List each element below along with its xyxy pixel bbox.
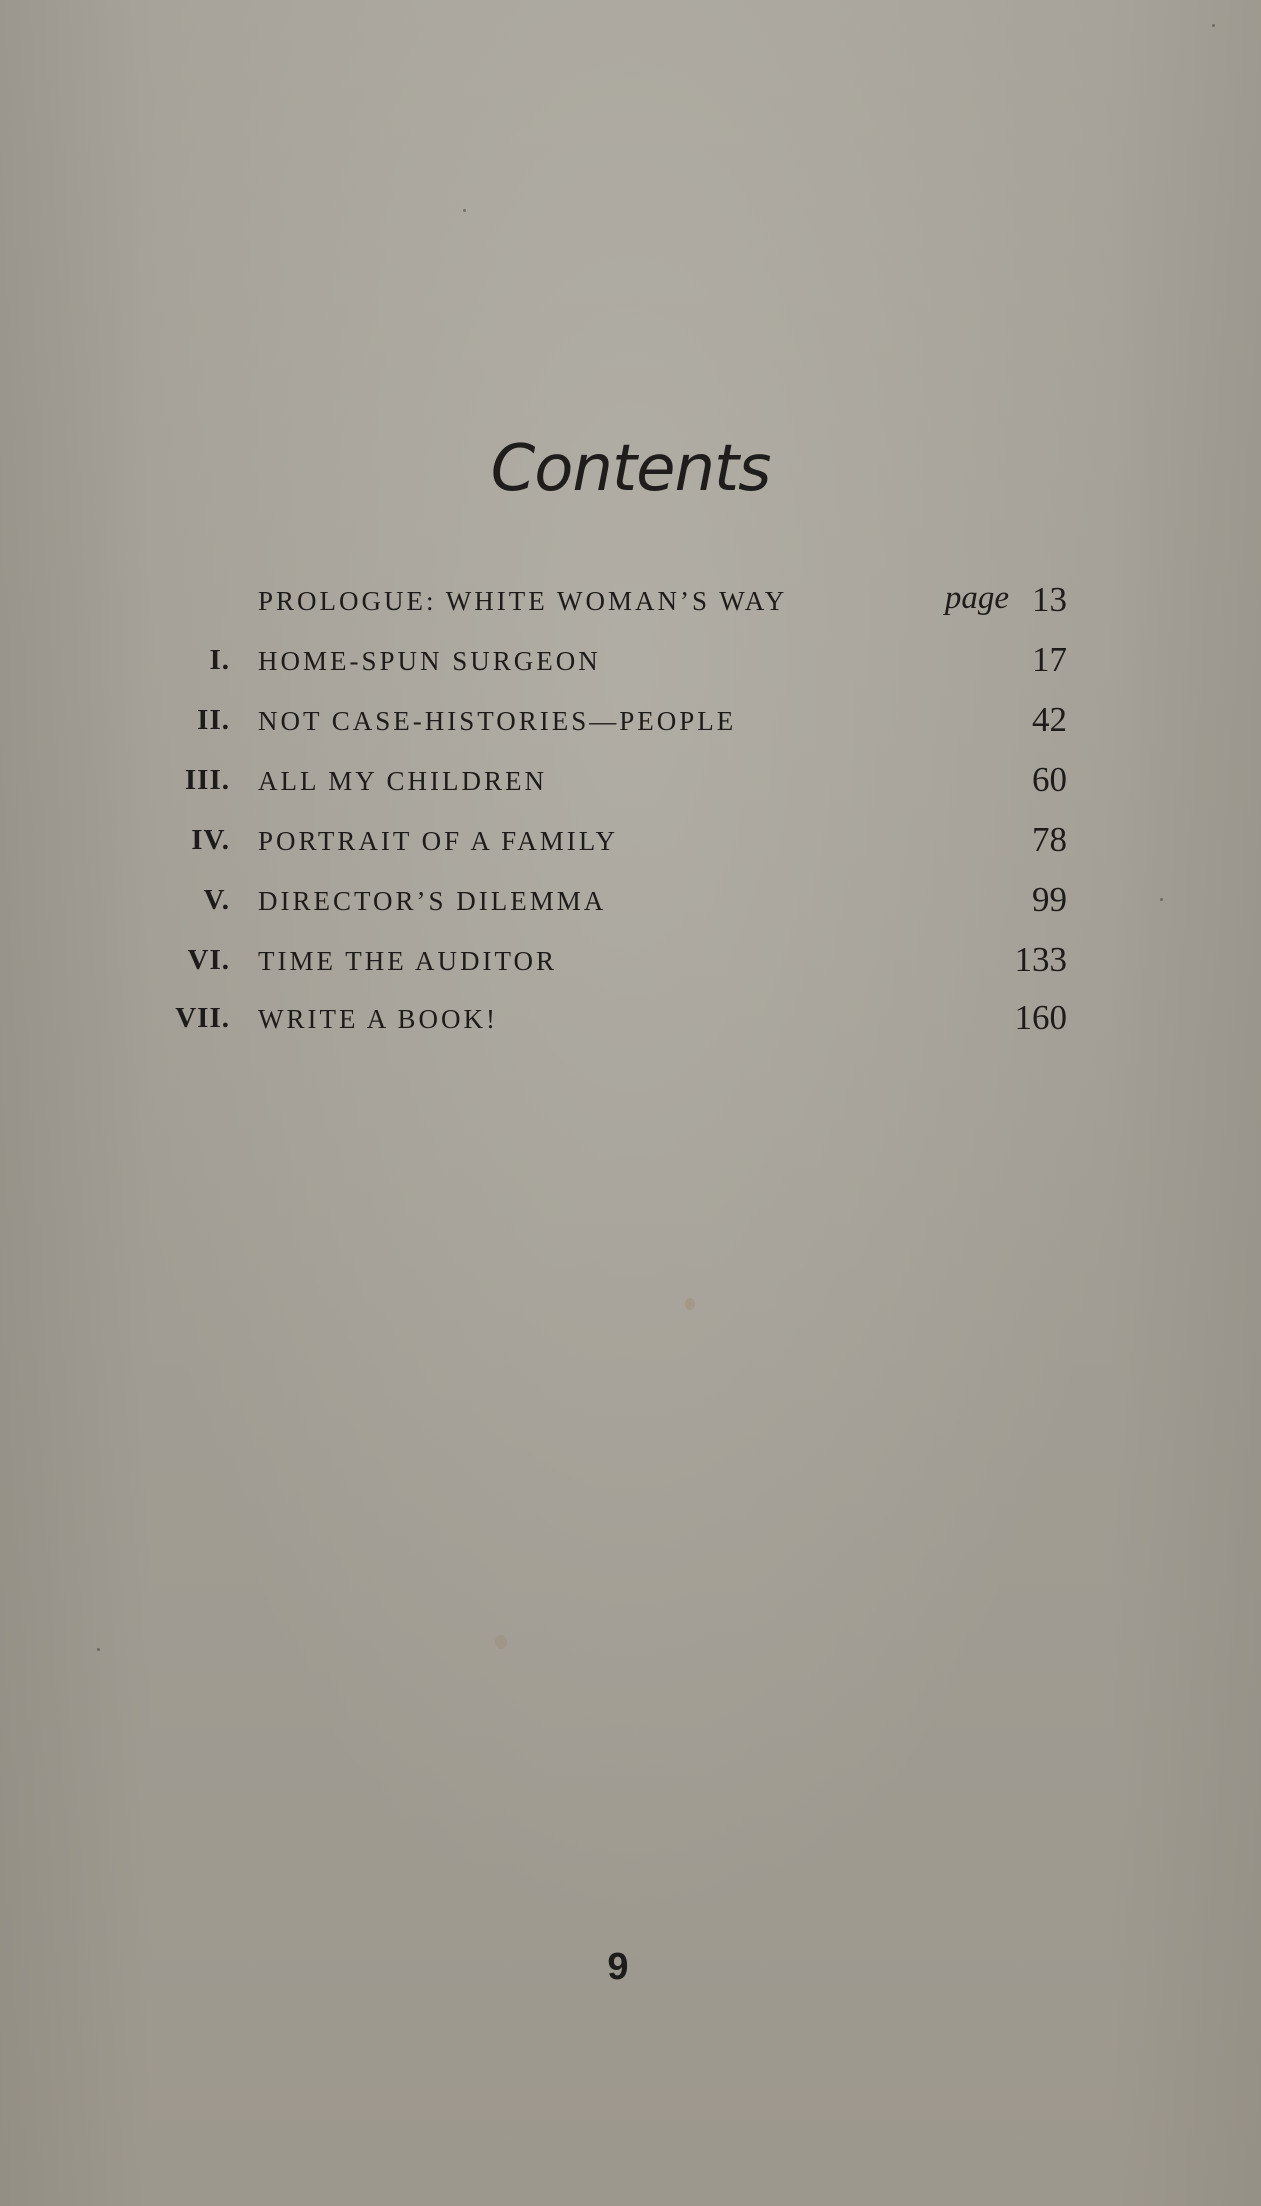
- chapter-numeral: I.: [209, 644, 230, 676]
- page-title: Contents: [490, 432, 771, 506]
- page-number: 17: [1032, 640, 1067, 679]
- page-number: 78: [1032, 820, 1067, 859]
- chapter-numeral: VII.: [175, 1002, 230, 1034]
- chapter-numeral: IV.: [191, 824, 230, 856]
- paper-speck: [463, 209, 466, 212]
- paper-speck: [1212, 24, 1215, 27]
- paper-stain: [495, 1635, 507, 1649]
- toc-entry-5: [0, 880, 1261, 920]
- toc-entry-7: [0, 998, 1261, 1038]
- toc-entry-2: [0, 700, 1261, 740]
- chapter-title: ALL MY CHILDREN: [258, 766, 547, 796]
- chapter-title: NOT CASE-HISTORIES—PEOPLE: [258, 706, 737, 736]
- page-number: 99: [1032, 880, 1067, 919]
- chapter-title: HOME-SPUN SURGEON: [258, 646, 601, 676]
- chapter-title: TIME THE AUDITOR: [258, 946, 557, 976]
- chapter-title: PORTRAIT OF A FAMILY: [258, 826, 618, 856]
- chapter-numeral: II.: [197, 704, 230, 736]
- toc-entry-6: [0, 940, 1261, 980]
- page-label: page: [944, 580, 1009, 616]
- chapter-title: DIRECTOR’S DILEMMA: [258, 886, 607, 916]
- paper-speck: [97, 1648, 100, 1651]
- chapter-title: WRITE A BOOK!: [258, 1004, 498, 1034]
- page-number: 160: [1014, 998, 1067, 1037]
- page-number: 60: [1032, 760, 1067, 799]
- paper-speck: [1160, 898, 1163, 901]
- page-number: 133: [1014, 940, 1067, 979]
- toc-entry-1: [0, 640, 1261, 680]
- toc-entry-4: [0, 820, 1261, 860]
- page-number: 13: [1032, 580, 1067, 619]
- page-number: 42: [1032, 700, 1067, 739]
- chapter-title: PROLOGUE: WHITE WOMAN’S WAY: [258, 586, 788, 616]
- chapter-numeral: V.: [203, 884, 230, 916]
- toc-entry-3: [0, 760, 1261, 800]
- chapter-numeral: III.: [184, 764, 230, 796]
- paper-stain: [685, 1298, 695, 1310]
- page-folio-number: 9: [607, 1946, 629, 1988]
- toc-entry-prologue: [0, 580, 1261, 620]
- table-of-contents: [0, 0, 1261, 1100]
- chapter-numeral: VI.: [187, 944, 230, 976]
